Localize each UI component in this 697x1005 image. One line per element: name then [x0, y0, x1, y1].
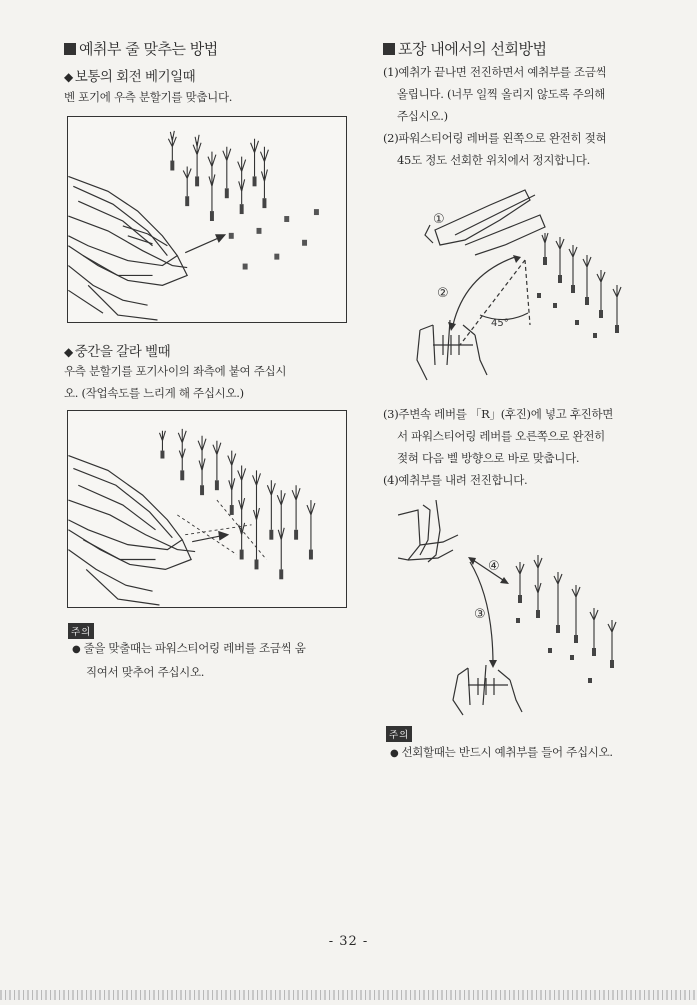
fig2-label-step4: ④ [488, 559, 500, 574]
left-section-title: 예취부 줄 맞추는 방법 [64, 38, 218, 59]
sub1-text: 벤 포기에 우측 분할기를 맞춥니다. [64, 90, 233, 104]
fig2-label-step3: ③ [474, 607, 486, 622]
right-steps-1-2: (1)예취가 끝나면 전진하면서 예취부를 조금씩 올립니다. (너무 일찍 올리지 않도록 주의해 주십시오.) (2)파워스티어링 레버를 왼쪽으로 완전히 젖혀 45도 정도 선회한 위치에서 정지합니다. [383, 65, 607, 167]
harvester-divider-illustration-2 [68, 411, 346, 607]
sub2-text: 우측 분할기를 포기사이의 좌측에 붙여 주십시 오. (작업속도를 느리게 해 주십시오.) [64, 364, 287, 400]
figure-turn-step-3-4 [398, 500, 638, 720]
harvester-divider-illustration-1 [68, 117, 346, 322]
turning-diagram-2 [398, 500, 638, 720]
square-bullet-icon [64, 43, 76, 55]
turning-diagram-1 [405, 185, 640, 385]
square-bullet-icon [383, 43, 395, 55]
diamond-bullet-icon: ◆ [64, 345, 73, 359]
fig1-angle-label: 45° [491, 318, 509, 329]
right-steps-3-4: (3)주변속 레버를 「R」(후진)에 넣고 후진하면 서 파워스티어링 레버를 오른쪽으로 완전히 젖혀 다음 벨 방향으로 바로 맞춥니다. (4)예취부를 내려 전진합니다. [383, 407, 614, 487]
dot-bullet-icon: ● [390, 748, 399, 759]
fig1-label-step1: ① [433, 212, 445, 227]
left-caution-text: ● 줄을 맞출때는 파워스티어링 레버를 조금씩 움 직여서 맞추어 주십시오. [72, 641, 306, 679]
right-caution-label: 주의 [386, 726, 412, 742]
fig1-label-step2: ② [437, 286, 449, 301]
figure-split-cutting [67, 410, 347, 608]
page-number: - 32 - [328, 934, 369, 949]
sub2-heading: ◆ 중간을 갈라 벨때 [64, 344, 171, 360]
sub1-heading: ◆ 보통의 회전 베기일때 [64, 69, 196, 85]
figure-normal-cutting [67, 116, 347, 323]
left-caution-label: 주의 [68, 623, 94, 639]
dot-bullet-icon: ● [72, 644, 81, 655]
right-section-title: 포장 내에서의 선회방법 [383, 38, 546, 59]
scan-artifact-strip [0, 990, 697, 1000]
right-caution-text: ● 선회할때는 반드시 예취부를 들어 주십시오. [390, 745, 613, 759]
diamond-bullet-icon: ◆ [64, 70, 73, 84]
figure-turn-step-1-2 [405, 185, 640, 385]
